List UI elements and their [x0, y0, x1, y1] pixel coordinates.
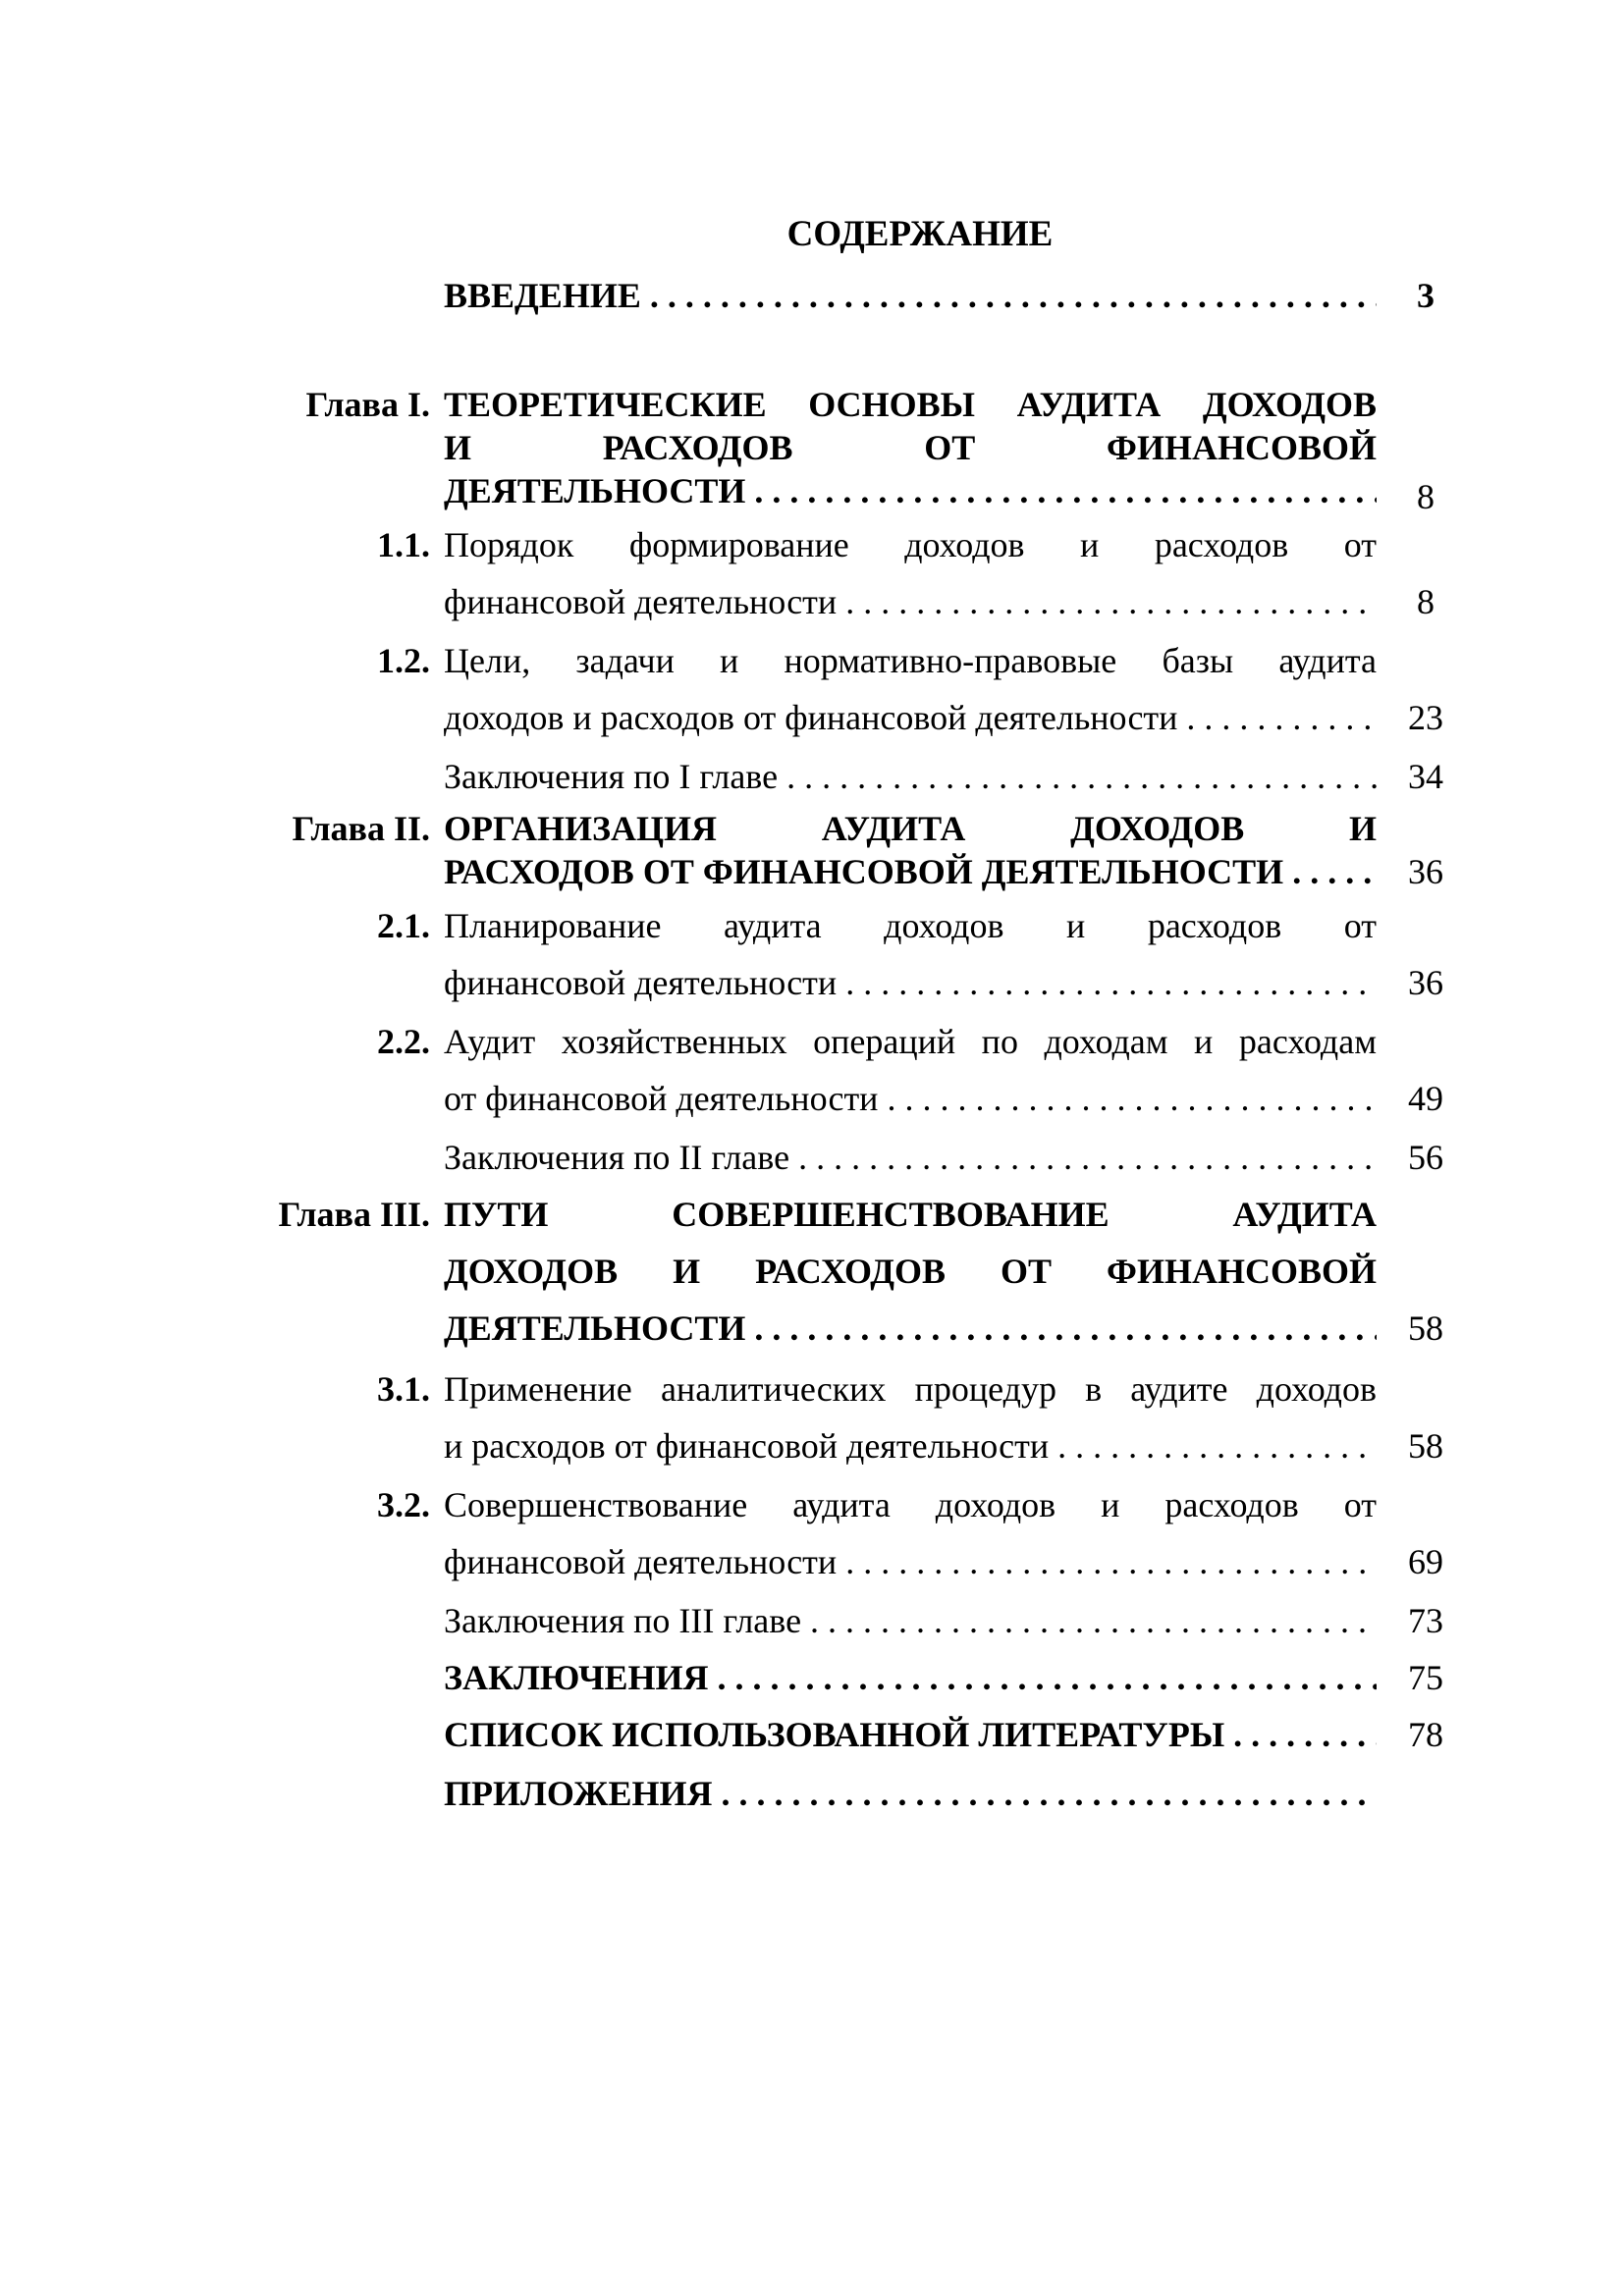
toc-entry-title	[444, 1361, 1377, 1474]
toc-entry-title-line: Заключения по I главе	[444, 757, 779, 796]
dot-leader	[837, 582, 1377, 621]
toc-entry-number: 1.2.	[377, 641, 430, 680]
toc-entry-title-line: Применение аналитических процедур в аудите доходов	[444, 1369, 1377, 1409]
toc-entry-title-line: Планирование аудита доходов и расходов от	[444, 906, 1377, 945]
toc-entry-number: Глава II.	[292, 809, 430, 848]
toc-entry-title-line: ТЕОРЕТИЧЕСКИЕ ОСНОВЫ АУДИТА ДОХОДОВ	[444, 385, 1377, 424]
toc-entry-number: 1.1.	[377, 525, 430, 564]
toc-entry-title-line: от финансовой деятельности	[444, 1079, 879, 1118]
toc-entry-title-line: доходов и расходов от финансовой деятельности	[444, 698, 1178, 737]
toc-entry-number: 3.2.	[377, 1485, 430, 1524]
toc-entry-number: 2.1.	[377, 906, 430, 945]
toc-entry-title	[444, 1129, 1377, 1186]
toc-page-number: 69	[1408, 1542, 1443, 1581]
toc-entry-title	[444, 1186, 1377, 1357]
toc-entry-title-line: ВВЕДЕНИЕ	[444, 276, 641, 315]
dot-leader	[837, 1542, 1377, 1581]
toc-entry-title-line: Совершенствование аудита доходов и расходов от	[444, 1485, 1377, 1524]
toc-entry-title	[444, 1476, 1377, 1590]
toc-page-number: 36	[1408, 963, 1443, 1002]
toc-entry-title	[444, 1706, 1377, 1763]
dot-leader	[641, 276, 1377, 315]
toc-page-number: 49	[1408, 1079, 1443, 1118]
toc-entry-title	[444, 748, 1377, 805]
toc-entry-title-line: ОРГАНИЗАЦИЯ АУДИТА ДОХОДОВ И	[444, 809, 1377, 848]
toc-entry-title	[444, 1592, 1377, 1649]
dot-leader	[801, 1601, 1377, 1640]
dot-leader	[1224, 1715, 1377, 1754]
toc-page-number: 3	[1417, 276, 1435, 315]
toc-page-number: 78	[1408, 1715, 1443, 1754]
toc-entry-title	[444, 383, 1377, 512]
toc-entry-title-line: РАСХОДОВ ОТ ФИНАНСОВОЙ ДЕЯТЕЛЬНОСТИ	[444, 852, 1284, 891]
toc-entry-title-line: Заключения по III главе	[444, 1601, 802, 1640]
dot-leader	[1283, 852, 1377, 891]
page-title: СОДЕРЖАНИЕ	[786, 214, 1054, 254]
toc-entry-title-line: ДЕЯТЕЛЬНОСТИ	[444, 1308, 746, 1348]
toc-entry-title-line: финансовой деятельности	[444, 963, 838, 1002]
toc-entry-title-line: Цели, задачи и нормативно-правовые базы аудита	[444, 641, 1377, 680]
toc-entry-title-line: ПРИЛОЖЕНИЯ	[444, 1774, 713, 1813]
toc-entry-title-line: СПИСОК ИСПОЛЬЗОВАННОЙ ЛИТЕРАТУРЫ	[444, 1715, 1225, 1754]
dot-leader	[1049, 1426, 1377, 1466]
toc-entry-title-line: ПУТИ СОВЕРШЕНСТВОВАНИЕ АУДИТА	[444, 1195, 1377, 1234]
toc-entry-title-line: Аудит хозяйственных операций по доходам и расходам	[444, 1022, 1377, 1061]
toc-entry-title	[444, 1649, 1377, 1706]
toc-entry-title	[444, 516, 1377, 630]
toc-page-number: 8	[1417, 582, 1435, 621]
toc-page-number: 75	[1408, 1658, 1443, 1697]
toc-entry-title	[444, 1765, 1377, 1822]
dot-leader	[878, 1079, 1377, 1118]
toc-page-number: 73	[1408, 1601, 1443, 1640]
toc-page-number: 56	[1408, 1138, 1443, 1177]
toc-entry-title	[444, 1013, 1377, 1127]
dot-leader	[745, 471, 1377, 510]
toc-entry-title-line: ДЕЯТЕЛЬНОСТИ	[444, 471, 746, 510]
toc-entry-title-line: Порядок формирование доходов и расходов от	[444, 525, 1377, 564]
toc-entry-title-line: И РАСХОДОВ ОТ ФИНАНСОВОЙ	[444, 428, 1377, 467]
dot-leader	[713, 1774, 1377, 1813]
dot-leader	[837, 963, 1377, 1002]
toc-entry-title-line: и расходов от финансовой деятельности	[444, 1426, 1050, 1466]
toc-page-number: 34	[1408, 757, 1443, 796]
toc-page-number: 8	[1417, 477, 1435, 516]
toc-entry-number: Глава III.	[278, 1195, 430, 1234]
toc-page-number: 58	[1408, 1308, 1443, 1348]
toc-entry-title	[444, 807, 1377, 893]
dot-leader	[789, 1138, 1377, 1177]
toc-entry-number: 3.1.	[377, 1369, 430, 1409]
toc-entry-title-line: ЗАКЛЮЧЕНИЯ	[444, 1658, 709, 1697]
toc-entry-number: 2.2.	[377, 1022, 430, 1061]
toc-page-number: 36	[1408, 852, 1443, 891]
toc-entry-title-line: Заключения по II главе	[444, 1138, 790, 1177]
toc-entry-number: Глава I.	[305, 385, 430, 424]
toc-entry-title	[444, 632, 1377, 746]
toc-entry-title	[444, 897, 1377, 1011]
toc-entry-title-line: ДОХОДОВ И РАСХОДОВ ОТ ФИНАНСОВОЙ	[444, 1252, 1377, 1291]
dot-leader	[778, 757, 1377, 796]
dot-leader	[709, 1658, 1377, 1697]
toc-entry-title	[444, 267, 1377, 324]
dot-leader	[745, 1308, 1377, 1348]
toc-page-number: 58	[1408, 1426, 1443, 1466]
toc-entry-title-line: финансовой деятельности	[444, 582, 838, 621]
toc-entry-title-line: финансовой деятельности	[444, 1542, 838, 1581]
dot-leader	[1177, 698, 1377, 737]
toc-page-number: 23	[1408, 698, 1443, 737]
